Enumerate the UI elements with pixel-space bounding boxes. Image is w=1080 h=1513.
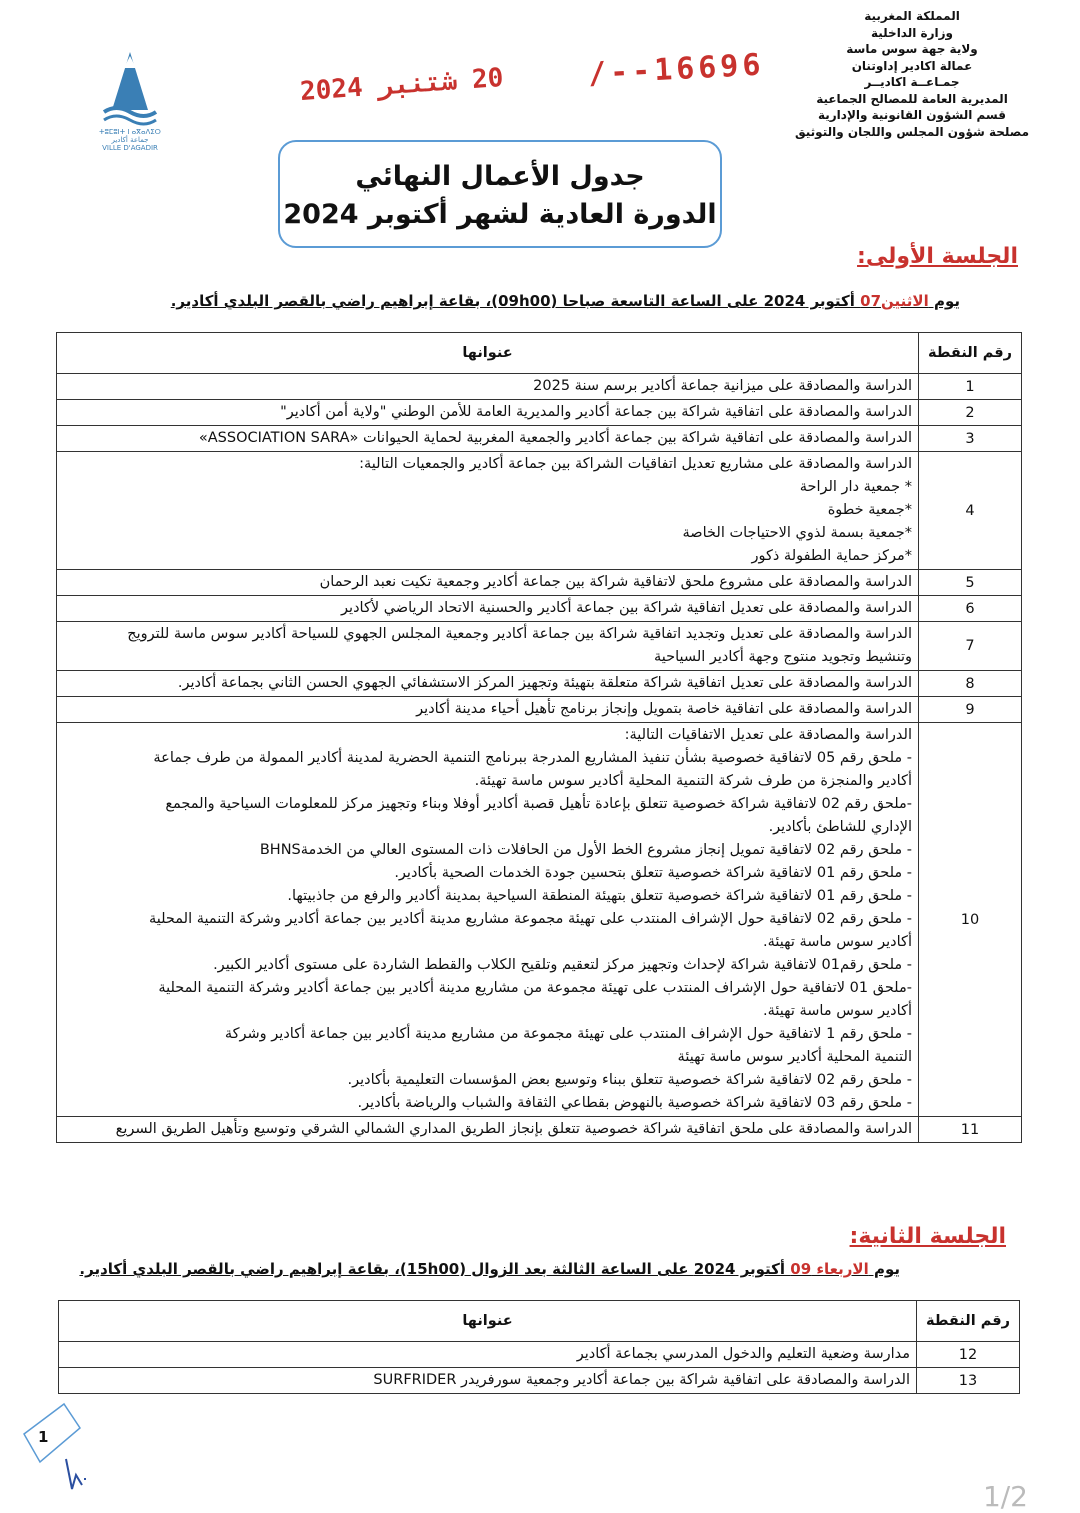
agenda-row xyxy=(57,622,1022,671)
agenda-item-line: * جمعية دار الراحة xyxy=(799,479,912,495)
agenda-item-number: 8 xyxy=(919,671,1022,697)
agenda-item-title xyxy=(57,622,919,671)
agenda-item-line: -ملحق رقم 02 لاتفاقية شراكة خصوصية تتعلق بإعادة تأهيل قصبة أكادير أوفلا وبناء وتجهيز مركز للمعلومات السياحية والمجمع xyxy=(165,796,912,812)
session2-title: الجلسة الثانية: xyxy=(849,1224,1006,1249)
logo-caption-french: VILLE D'AGADIR xyxy=(102,144,158,152)
agenda-row xyxy=(57,374,1022,400)
agenda-row xyxy=(59,1342,1020,1368)
session1-schedule xyxy=(171,292,960,310)
agenda-item-line: الدراسة والمصادقة على تعديل اتفاقية شراكة بين جماعة أكادير والحسنية الاتحاد الرياضي لأكادير xyxy=(341,600,912,616)
agenda-item-number: 9 xyxy=(919,697,1022,723)
agenda-item-line: *مركز حماية الطفولة ذكور xyxy=(751,548,912,564)
header-line: عمالة اكادير إداوتنان xyxy=(851,58,973,73)
agenda-item-line: *جمعية خطوة xyxy=(827,502,912,518)
column-header-number: رقم النقطة xyxy=(917,1301,1020,1342)
agenda-item-title xyxy=(57,426,919,452)
session1-schedule-rest: أكتوبر 2024 على الساعة التاسعة صباحا (09h00)، بقاعة إبراهيم راضي بالقصر البلدي أكادير. xyxy=(170,292,861,310)
agenda-item-number: 11 xyxy=(919,1117,1022,1143)
column-header-title: عنوانها xyxy=(59,1301,917,1342)
agenda-item-line: الدراسة والمصادقة على تعديل وتجديد اتفاقية شراكة بين جماعة أكادير وجمعية المجلس الجهوي للسياحة أكادير سوس ماسة للترويج xyxy=(127,626,912,642)
registration-number-stamp: /--16696 xyxy=(587,47,766,92)
agenda-item-number: 2 xyxy=(919,400,1022,426)
agenda-item-line: -ملحق 01 لاتفاقية حول الإشراف المنتدب على تهيئة مجموعة من مشاريع مدينة أكادير بين جماعة أكادير وشركة التنمية المحلية xyxy=(158,980,912,996)
header-line: جمـاعــة اكاديــر xyxy=(864,75,960,89)
agenda-item-number: 10 xyxy=(919,723,1022,1117)
agenda-item-line: الدراسة والمصادقة على مشاريع تعديل اتفاقيات الشراكة بين جماعة أكادير والجمعيات التالية: xyxy=(359,456,912,472)
session2-agenda-table xyxy=(58,1300,1020,1394)
agenda-item-title xyxy=(57,1117,919,1143)
title-box xyxy=(278,140,722,248)
agadir-logo-icon xyxy=(94,48,166,138)
agenda-row xyxy=(57,452,1022,570)
session1-title: الجلسة الأولى: xyxy=(857,244,1018,269)
agenda-row xyxy=(59,1368,1020,1394)
agenda-item-line: مدارسة وضعية التعليم والدخول المدرسي بجماعة أكادير xyxy=(576,1346,910,1362)
agenda-item-number: 7 xyxy=(919,622,1022,671)
agenda-item-line: - ملحق رقم 01 لاتفاقية شراكة خصوصية تتعلق بتحسين جودة الخدمات الصحية بأكادير. xyxy=(394,865,912,881)
logo-caption-tifinagh: ⵜⵓⵎⵓⵏⵜ ⵏ ⴰⴳⴰⴷⵉⵔ xyxy=(99,128,161,136)
header-line: قسم الشؤون القانونية والإدارية xyxy=(817,108,1006,122)
agenda-row xyxy=(57,723,1022,1117)
header-line: المملكة المغربية xyxy=(864,9,960,23)
agenda-row xyxy=(57,426,1022,452)
agenda-item-title xyxy=(57,671,919,697)
agenda-item-number: 1 xyxy=(919,374,1022,400)
date-stamp: 20 شتنبر 2024 xyxy=(299,62,505,108)
agenda-item-number: 13 xyxy=(917,1368,1020,1394)
agenda-item-line: - ملحق رقم 05 لاتفاقية خصوصية بشأن تنفيذ المشاريع المدرجة ببرنامج التنمية الحضرية لمدينة أكادير الممولة من طرف جماعة xyxy=(153,750,912,766)
agenda-item-number: 12 xyxy=(917,1342,1020,1368)
agenda-row xyxy=(57,697,1022,723)
session2-schedule xyxy=(79,1260,900,1278)
page-number: 1 xyxy=(38,1428,49,1446)
agenda-row xyxy=(57,1117,1022,1143)
column-header-number: رقم النقطة xyxy=(919,333,1022,374)
agenda-item-line: الدراسة والمصادقة على ملحق اتفاقية شراكة خصوصية تتعلق بإنجاز الطريق المداري الشمالي الشرقي وتوسيع وتأهيل الطريق السريع xyxy=(115,1121,912,1137)
agenda-item-line: أكادير سوس ماسة تهيئة. xyxy=(763,1003,912,1019)
session2-schedule-prefix: يوم xyxy=(868,1260,900,1278)
agenda-item-line: - ملحق رقم 02 لاتفاقية حول الإشراف المنتدب على تهيئة مجموعة مشاريع مدينة أكادير بين جماعة أكادير وشركة التنمية المحلية xyxy=(148,911,912,927)
header-line: المديرية العامة للمصالح الجماعية xyxy=(816,91,1008,106)
administrative-header xyxy=(792,8,1032,140)
agenda-item-line: - ملحق رقم 02 لاتفاقية شراكة خصوصية تتعلق ببناء وتوسيع بعض المؤسسات التعليمية بأكادير. xyxy=(347,1072,912,1088)
agenda-item-line: - ملحق رقم 01 لاتفاقية شراكة خصوصية تتعلق بتهيئة المنطقة السياحية بمدينة أكادير والرفع من جاذبيتها. xyxy=(287,888,912,904)
session2-schedule-day: الاربعاء 09 xyxy=(790,1260,869,1278)
title-line-1: جدول الأعمال النهائي xyxy=(355,161,645,192)
agenda-item-line: الدراسة والمصادقة على اتفاقية خاصة بتمويل وإنجاز برنامج تأهيل أحياء مدينة أكادير xyxy=(416,701,912,717)
agenda-item-title xyxy=(57,697,919,723)
agenda-item-line: *جمعية بسمة لذوي الاحتياجات الخاصة xyxy=(682,525,912,541)
agenda-item-title xyxy=(57,452,919,570)
agenda-item-title xyxy=(59,1342,917,1368)
agenda-row xyxy=(57,671,1022,697)
agenda-item-title xyxy=(59,1368,917,1394)
agenda-item-number: 3 xyxy=(919,426,1022,452)
agenda-item-line: الدراسة والمصادقة على تعديل اتفاقية شراكة متعلقة بتهيئة وتجهيز المركز الاستشفائي الجهوي الحسن الثاني بجماعة أكادير. xyxy=(177,675,912,691)
session2-schedule-rest: أكتوبر 2024 على الساعة الثالثة بعد الزوال (15h00)، بقاعة إبراهيم راضي بالقصر البلدي أكادير. xyxy=(79,1260,791,1278)
column-header-title: عنوانها xyxy=(57,333,919,374)
header-line: ولاية جهة سوس ماسة xyxy=(846,42,978,56)
agenda-row xyxy=(57,400,1022,426)
header-line: وزارة الداخلية xyxy=(870,25,954,40)
agenda-item-line: - ملحق رقم01 لاتفاقية شراكة لإحداث وتجهيز مركز لتعقيم وتلقيح الكلاب والقطط الشاردة على مستوى أكادير الكبير. xyxy=(213,957,912,973)
agenda-item-line: الدراسة والمصادقة على مشروع ملحق لاتفاقية شراكة بين جماعة أكادير وجمعية تكيت نعبد الرحمان xyxy=(319,574,912,590)
signature-icon xyxy=(58,1455,98,1495)
agenda-row xyxy=(57,596,1022,622)
agenda-item-line: الدراسة والمصادقة على اتفاقية شراكة بين جماعة أكادير والجمعية المغربية لحماية الحيوانات «ASSOCIATION SARA» xyxy=(198,430,912,446)
agenda-item-number: 6 xyxy=(919,596,1022,622)
logo-caption-arabic: جماعة أكادير xyxy=(111,136,149,144)
agenda-item-line: الإداري للشاطئ بأكادير. xyxy=(768,819,912,835)
agenda-item-line: التنمية المحلية أكادير سوس ماسة تهيئة xyxy=(677,1049,912,1065)
session1-agenda-table xyxy=(56,332,1022,1143)
agenda-item-line: الدراسة والمصادقة على ميزانية جماعة أكادير برسم سنة 2025 xyxy=(533,378,912,394)
agenda-item-line: الدراسة والمصادقة على اتفاقية شراكة بين جماعة أكادير وجمعية سورفريدر SURFRIDER xyxy=(373,1372,910,1388)
agenda-item-line: - ملحق رقم 03 لاتفاقية شراكة خصوصية بالنهوض بقطاعي الثقافة والشباب والرياضة بأكادير. xyxy=(357,1095,912,1111)
session1-schedule-day: الاثنين07 xyxy=(860,292,929,310)
agenda-item-number: 5 xyxy=(919,570,1022,596)
agenda-item-line: أكادير سوس ماسة تهيئة. xyxy=(763,934,912,950)
agenda-item-number: 4 xyxy=(919,452,1022,570)
agenda-item-title xyxy=(57,723,919,1117)
agenda-item-line: الدراسة والمصادقة على اتفاقية شراكة بين جماعة أكادير والمديرية العامة للأمن الوطني "ولاية أمن أكادير" xyxy=(280,404,912,420)
agenda-item-line: الدراسة والمصادقة على تعديل الاتفاقيات التالية: xyxy=(624,727,912,743)
page-fraction: 1/2 xyxy=(982,1480,1028,1513)
logo-caption xyxy=(94,128,166,152)
header-line: مصلحة شؤون المجلس واللجان والتوثيق xyxy=(794,124,1030,139)
agenda-item-line: أكادير والمنجزة من طرف شركة التنمية المحلية أكادير سوس ماسة تهيئة. xyxy=(474,773,912,789)
agenda-item-line: وتنشيط وتجويد منتوج وجهة أكادير السياحية xyxy=(654,649,912,665)
agenda-item-title xyxy=(57,400,919,426)
title-line-2: الدورة العادية لشهر أكتوبر 2024 xyxy=(283,199,717,230)
agenda-item-line: - ملحق رقم 02 لاتفاقية تمويل إنجاز مشروع الخط الأول من الحافلات ذات المستوى العالي من الخدمةBHNS xyxy=(259,842,912,858)
agenda-row xyxy=(57,570,1022,596)
agenda-item-title xyxy=(57,570,919,596)
session1-schedule-prefix: يوم xyxy=(928,292,960,310)
agenda-item-title xyxy=(57,596,919,622)
agenda-item-title xyxy=(57,374,919,400)
agenda-item-line: - ملحق رقم 1 لاتفاقية حول الإشراف المنتدب على تهيئة مجموعة من مشاريع مدينة أكادير بين جماعة أكادير وشركة xyxy=(224,1026,912,1042)
